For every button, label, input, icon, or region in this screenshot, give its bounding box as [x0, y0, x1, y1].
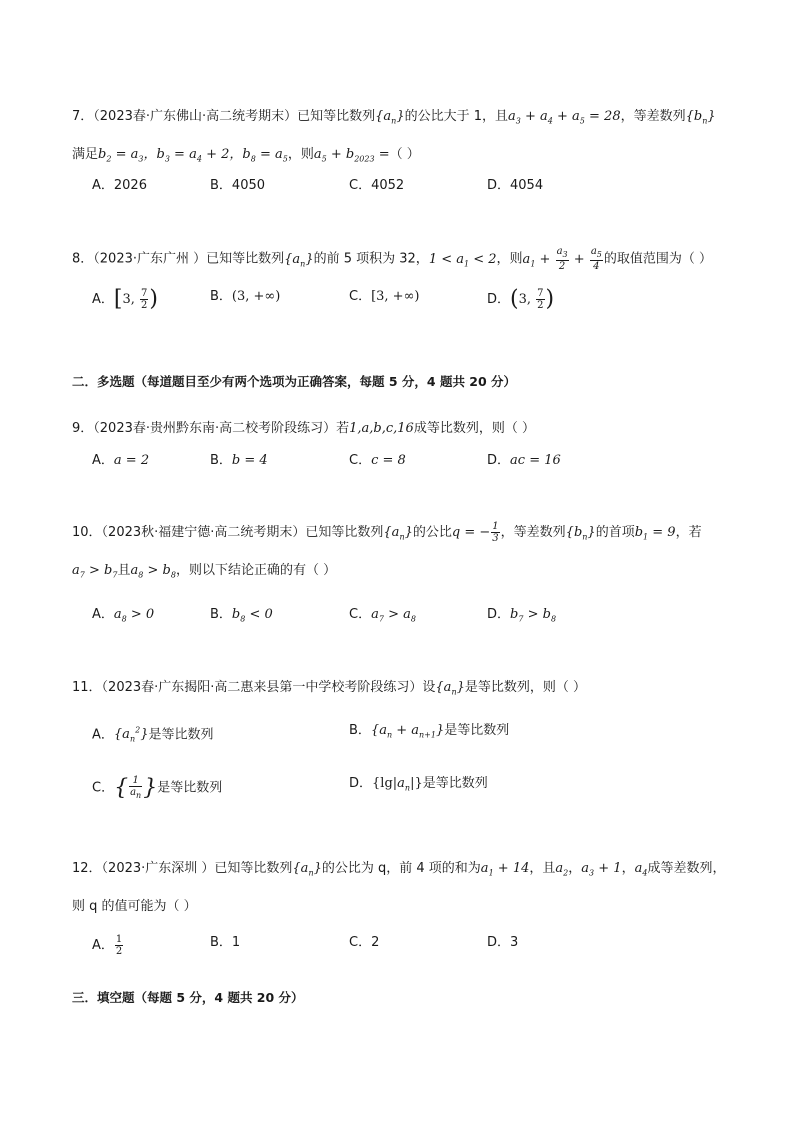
q10-text-d: 的首项 — [595, 525, 635, 540]
q7-paren: （ ） — [389, 147, 420, 162]
q9-opt-c-label: C． — [349, 453, 372, 468]
q10-text-f: 且 — [117, 563, 131, 578]
q9-opt-a-math: a = 2 — [113, 453, 150, 468]
q8-opt-c-label: C． — [349, 289, 372, 304]
q9-option-b[interactable] — [210, 452, 268, 470]
section-3-heading: 三．填空题（每题 5 分，4 题共 20 分） — [72, 990, 304, 1005]
q7-cond: $b_2 = a_3$，$b_3 = a_4 + 2$，$b_8 = a_5$ — [98, 147, 288, 164]
q11-opt-c-label: C． — [92, 780, 115, 796]
q9-text-b: 成等比数列，则（ ） — [413, 421, 535, 436]
q11-opt-d-label: D． — [349, 776, 373, 791]
q9-option-a[interactable] — [92, 452, 149, 470]
q10-opt-c-math: $a_7 > a_8$ — [371, 607, 416, 624]
q10-cond-a: $a_7 > b_7$ — [72, 563, 118, 580]
q10-text-c: ，等差数列 — [500, 525, 566, 540]
q11-opt-a-label: A． — [92, 727, 114, 743]
q9-option-d[interactable] — [487, 452, 561, 470]
q7-seq-a: $\{a_n\}$ — [375, 109, 405, 126]
q9-line — [72, 420, 535, 438]
q10-option-d[interactable] — [487, 606, 556, 629]
q7-line1 — [72, 108, 716, 131]
q12-line1 — [72, 860, 725, 883]
q7-eq1: $a_3 + a_4 + a_5 = 28$ — [508, 109, 621, 126]
q11-option-d[interactable] — [349, 775, 488, 798]
q11-text-a: 11．（2023春·广东揭阳·高二惠来县第一中学校考阶段练习）设 — [72, 680, 436, 695]
q10-q-value: q = − $\frac{1}{3}$ — [451, 521, 499, 544]
q9-text-a: 9．（2023春·贵州黔东南·高二校考阶段练习）若 — [72, 421, 350, 436]
q12-opt-a-label: A． — [92, 938, 114, 953]
q12-option-a[interactable] — [92, 934, 124, 957]
q9-opt-a-label: A． — [92, 453, 114, 468]
q11-option-b[interactable] — [349, 722, 509, 745]
q11-opt-c-text: 是等比数列 — [157, 780, 223, 796]
q8-text-d: 的取值范围为（ ） — [603, 251, 713, 267]
q7-option-b[interactable]: B．4050 — [210, 178, 266, 193]
q8-opt-c-math: [3, +∞) — [371, 289, 420, 304]
q9-seq: 1,a,b,c,16 — [349, 421, 414, 436]
q8-option-b[interactable] — [210, 288, 280, 306]
q8-expr: $a_1$ + $\frac{a_3}{2}$ + $\frac{a_5}{4}$ — [522, 246, 602, 272]
q8-seq: $\{a_n\}$ — [284, 251, 314, 269]
q9-opt-b-label: B． — [210, 453, 232, 468]
q8-text-a: 8．（2023·广东广州 ）已知等比数列 — [72, 251, 285, 267]
q10-opt-b-math: $b_8 < 0$ — [231, 607, 273, 624]
q12-seq: $\{a_n\}$ — [292, 861, 322, 878]
q7-ask: $a_5 + b_{2023}$ = — [313, 147, 390, 164]
q7-option-a[interactable]: A．2026 — [92, 178, 147, 193]
q11-opt-b-label: B． — [349, 723, 371, 738]
q10-text-a: 10．（2023秋·福建宁德·高二统考期末）已知等比数列 — [72, 525, 384, 540]
q7-text-a: 7．（2023春·广东佛山·高二统考期末）已知等比数列 — [72, 109, 376, 124]
q8-option-d[interactable] — [487, 288, 554, 311]
q7-text-c: ，等差数列 — [620, 109, 686, 124]
q11-option-a[interactable] — [92, 722, 213, 749]
q12-option-b[interactable]: B．1 — [210, 935, 241, 950]
q12-text-f: 成等差数列， — [647, 861, 726, 876]
q8-opt-d-math: (3, $\frac{7}{2}$ ) — [510, 286, 555, 312]
section-2-heading: 二．多选题（每道题目至少有两个选项为正确答案，每题 5 分，4 题共 20 分） — [72, 374, 517, 389]
q11-opt-b-math: $\{a_n + a_{n+1}\}$ — [370, 723, 445, 740]
q7-option-c[interactable]: C．4052 — [349, 178, 405, 193]
q8-text-b: 的前 5 项积为 32， — [313, 251, 429, 267]
q10-opt-c-label: C． — [349, 607, 372, 622]
q10-text-e: ，若 — [675, 525, 702, 540]
q8-opt-a-math: [3, $\frac{7}{2}$ ) — [113, 286, 159, 312]
q8-opt-a-label: A． — [92, 292, 114, 307]
q11-text-b: 是等比数列，则（ ） — [464, 680, 587, 695]
q7-text-b: 的公比大于 1，且 — [404, 109, 508, 124]
q11-seq: $\{a_n\}$ — [435, 680, 465, 697]
q7-text-d: 满足 — [72, 147, 99, 162]
q7-line2 — [72, 146, 420, 169]
q10-text-g: ，则以下结论正确的有（ ） — [175, 563, 337, 578]
q7-seq-b: $\{b_n\}$ — [685, 109, 716, 126]
q11-opt-b-text: 是等比数列 — [444, 723, 510, 738]
q10-b1: $b_1 = 9$ — [634, 525, 676, 542]
q11-line — [72, 679, 586, 702]
q11-option-c[interactable] — [92, 775, 222, 801]
q10-seq-a: $\{a_n\}$ — [383, 525, 413, 542]
q12-text-c: ，且 — [529, 861, 556, 876]
q12-sum: $a_1 + 14$ — [480, 861, 530, 878]
q10-option-c[interactable] — [349, 606, 416, 629]
q9-opt-d-label: D． — [487, 453, 511, 468]
q10-opt-a-label: A． — [92, 607, 114, 622]
q9-opt-b-math: b = 4 — [231, 453, 268, 468]
q8-option-c[interactable] — [349, 288, 419, 306]
q7-option-d[interactable]: D．4054 — [487, 178, 544, 193]
q11-opt-c-math: { $\frac{1}{a_n}$ } — [114, 775, 158, 800]
q10-option-b[interactable] — [210, 606, 273, 629]
q9-opt-d-math: ac = 16 — [510, 453, 561, 468]
q11-opt-d-text: 是等比数列 — [422, 776, 488, 791]
q10-seq-b: $\{b_n\}$ — [565, 525, 596, 542]
q8-opt-b-math: (3, +∞) — [231, 289, 281, 304]
q10-text-b: 的公比 — [412, 525, 452, 540]
q7-text-e: ，则 — [287, 147, 314, 162]
q11-opt-a-math: $\{a_n^2\}$ — [113, 726, 149, 744]
q12-text-b: 的公比为 q，前 4 项的和为 — [321, 861, 481, 876]
q10-cond-b: $a_8 > b_8$ — [130, 563, 176, 580]
q10-option-a[interactable] — [92, 606, 154, 629]
q12-text-e: ， — [621, 861, 635, 876]
q9-option-c[interactable] — [349, 452, 406, 470]
q10-opt-d-label: D． — [487, 607, 511, 622]
q8-opt-b-label: B． — [210, 289, 232, 304]
q12-text-d: ， — [568, 861, 582, 876]
q9-opt-c-math: c = 8 — [371, 453, 406, 468]
q10-line2 — [72, 562, 336, 585]
q10-opt-b-label: B． — [210, 607, 232, 622]
q10-opt-d-math: $b_7 > b_8$ — [510, 607, 557, 624]
q12-a3: $a_3 + 1$ — [581, 861, 622, 878]
q10-opt-a-math: $a_8 > 0$ — [113, 607, 155, 624]
q8-text-c: ，则 — [496, 251, 523, 267]
q8-option-a[interactable] — [92, 288, 158, 311]
q10-line1 — [72, 521, 702, 547]
q12-opt-a-math: $\frac{1}{2}$ — [115, 934, 123, 957]
q12-text-a: 12．（2023·广东深圳 ）已知等比数列 — [72, 861, 293, 876]
q12-a4: $a_4$ — [634, 861, 648, 878]
q12-a2: $a_2$ — [555, 861, 569, 878]
q12-line2: 则 q 的值可能为（ ） — [72, 899, 197, 914]
q8-opt-d-label: D． — [487, 292, 511, 307]
q12-option-c[interactable]: C．2 — [349, 935, 380, 950]
q11-opt-d-math: $\{\lg|a_n|\}$ — [372, 776, 423, 793]
q8-ineq: $1 < a_1 < 2$ — [428, 251, 497, 269]
q12-option-d[interactable]: D．3 — [487, 935, 519, 950]
q8-line1 — [72, 246, 712, 273]
q11-opt-a-text: 是等比数列 — [148, 727, 214, 743]
